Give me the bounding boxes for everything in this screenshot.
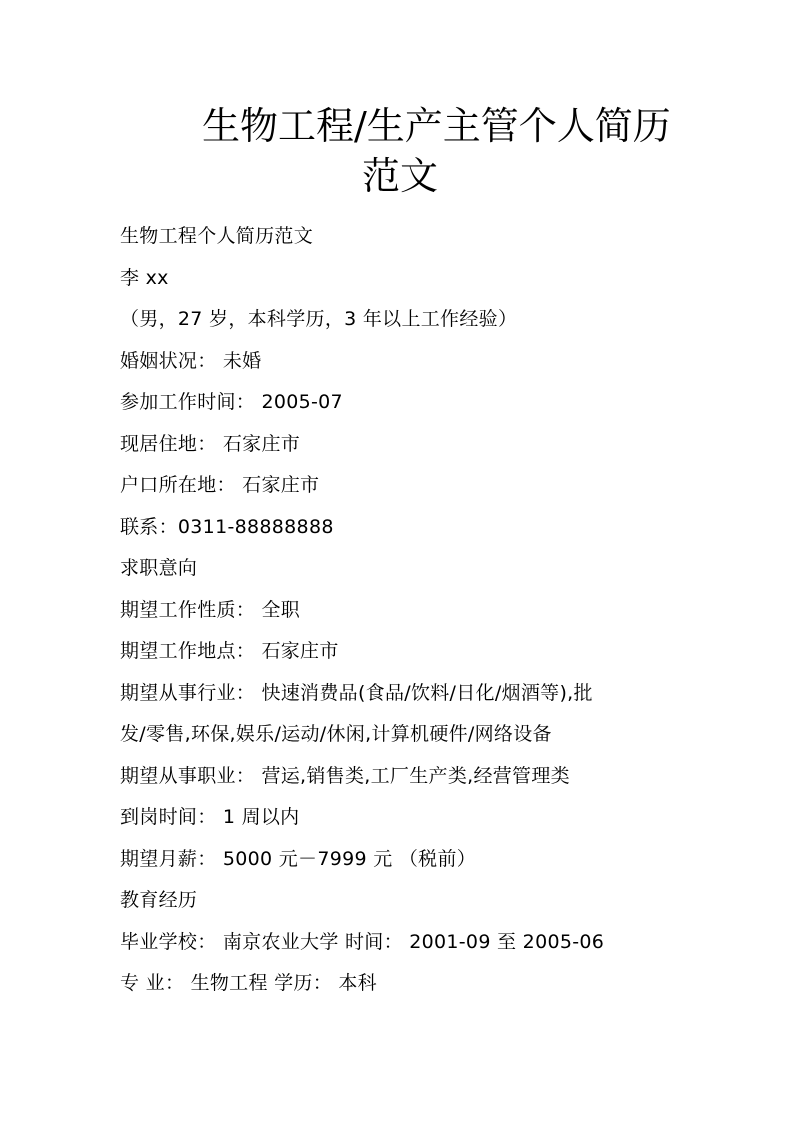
- availability: 到岗时间： 1 周以内: [120, 806, 300, 828]
- expected-work-location: 期望工作地点： 石家庄市: [120, 640, 339, 662]
- resume-body: [120, 216, 680, 1005]
- expected-industry-continued: 发/零售,环保,娱乐/运动/休闲,计算机硬件/网络设备: [120, 723, 552, 745]
- contact-phone: 联系：0311-88888888: [120, 515, 334, 538]
- graduation-school: 毕业学校： 南京农业大学 时间： 2001-09 至 2005-06: [120, 930, 605, 953]
- resume-heading: 生物工程个人简历范文: [120, 225, 314, 247]
- expected-industry: 期望从事行业： 快速消费品(食品/饮料/日化/烟酒等),批: [120, 681, 593, 704]
- document-title: 生物工程/生产主管个人简历: [202, 104, 671, 148]
- candidate-summary: （男，27 岁，本科学历，3 年以上工作经验）: [120, 308, 518, 330]
- section-job-intent: 求职意向: [120, 557, 198, 579]
- household-registration: 户口所在地： 石家庄市: [120, 474, 320, 496]
- section-education: 教育经历: [120, 889, 198, 911]
- candidate-name: 李 xx: [120, 266, 169, 289]
- expected-job-type: 期望工作性质： 全职: [120, 598, 301, 621]
- major-and-degree: 专 业： 生物工程 学历： 本科: [120, 972, 377, 994]
- expected-occupation: 期望从事职业： 营运,销售类,工厂生产类,经营管理类: [120, 764, 570, 787]
- work-start-date: 参加工作时间： 2005-07: [120, 391, 343, 413]
- expected-salary: 期望月薪： 5000 元－7999 元 （税前）: [120, 847, 477, 870]
- document-title-continued: 范文: [362, 154, 439, 198]
- marital-status: 婚姻状况： 未婚: [120, 349, 262, 372]
- current-residence: 现居住地： 石家庄市: [120, 432, 301, 455]
